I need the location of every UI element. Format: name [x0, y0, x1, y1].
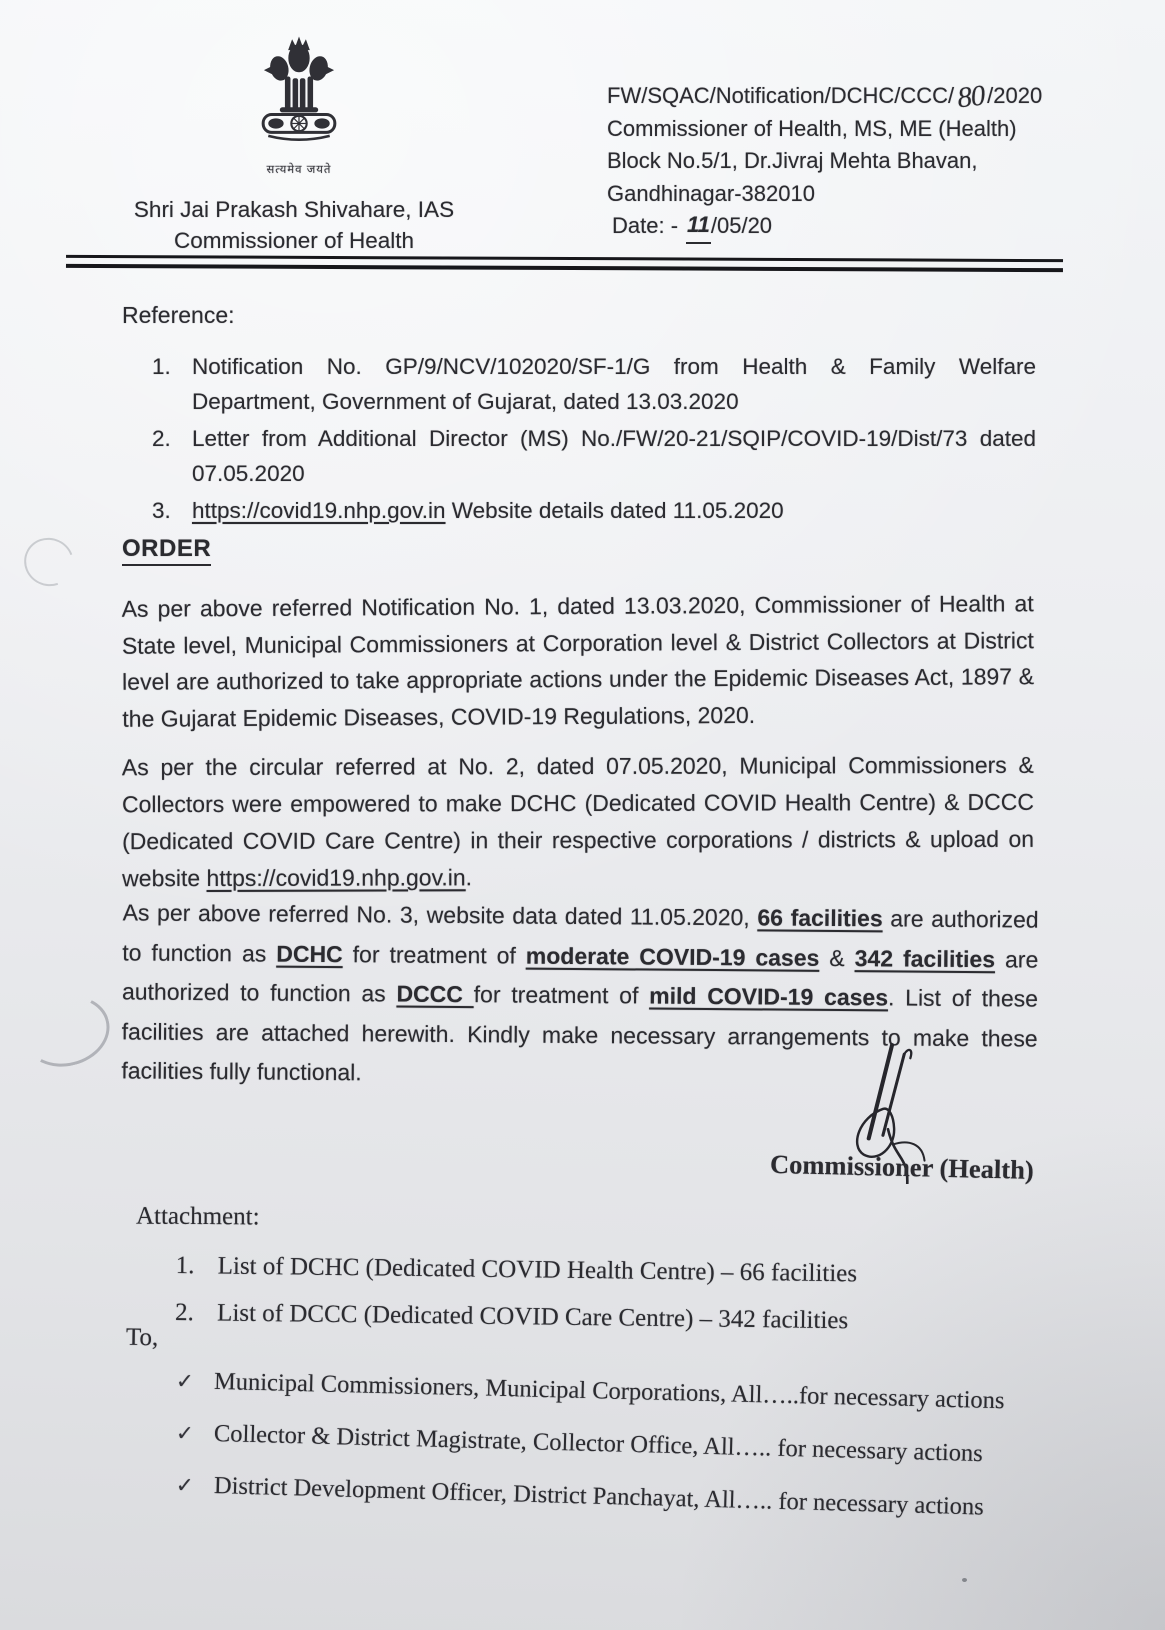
- address-line-1: Block No.5/1, Dr.Jivraj Mehta Bhavan,: [607, 148, 978, 173]
- handwritten-date: 11: [686, 209, 711, 244]
- reference-item-text: Letter from Additional Director (MS) No./FW/20-21/SQIP/COVID-19/Dist/73 dated 07.05.2020: [192, 426, 1036, 486]
- order-heading: ORDER: [122, 535, 211, 566]
- checkmark-icon: ✓: [175, 1369, 194, 1394]
- header-divider: [66, 255, 1063, 272]
- checkmark-icon: ✓: [175, 1473, 194, 1498]
- reference-item: [152, 494, 1036, 529]
- reference-item-text: https://covid19.nhp.gov.in Website details dated 11.05.2020: [192, 498, 784, 523]
- emblem-motto: सत्यमेव जयते: [266, 164, 332, 176]
- reference-item-text: Notification No. GP/9/NCV/102020/SF-1/G from Health & Family Welfare Department, Government of Gujarat, dated 13.03.2020: [192, 354, 1036, 414]
- india-emblem-icon: [243, 36, 355, 164]
- reference-item-number: 1.: [152, 354, 171, 379]
- letter-reference-block: [607, 80, 1077, 245]
- reference-item: [152, 350, 1036, 419]
- officer-title: Commissioner of Health: [173, 228, 415, 253]
- reference-item-number: 2.: [152, 426, 171, 451]
- reference-heading: Reference:: [122, 302, 235, 328]
- recipient-item: [176, 1366, 1106, 1419]
- order-paragraph-1: As per above referred Notification No. 1, dated 13.03.2020, Commissioner of Health at State level, Municipal Commissioners at Corporation level & District Collectors at District level are authorized to take appropriate actions under the Epidemic Diseases Act, 1897 & the Gujarat Epidemic Diseases, COVID-19 Regulations, 2020.: [121, 590, 1035, 732]
- to-label: To,: [125, 1323, 159, 1352]
- recipients-list: [176, 1366, 1106, 1522]
- attachment-item-text: List of DCCC (Dedicated COVID Care Centre) – 342 facilities: [216, 1299, 849, 1335]
- office-line: Commissioner of Health, MS, ME (Health): [607, 115, 1017, 141]
- reference-list: [152, 350, 1036, 532]
- recipient-item: [176, 1418, 1106, 1472]
- attachment-item-text: List of DCHC (Dedicated COVID Health Centre) – 66 facilities: [217, 1252, 858, 1288]
- handwritten-ref-number: 80: [955, 79, 987, 115]
- pen-mark: [16, 530, 82, 595]
- recipient-item: [176, 1470, 1106, 1526]
- attachment-heading: Attachment:: [135, 1202, 260, 1231]
- signatory-title: Commissioner (Health): [769, 1148, 1035, 1185]
- order-paragraph-3: As per above referred No. 3, website data dated 11.05.2020, 66 facilities are authorized to function as DCHC for treatment of moderate COVID-19 cases & 342 facilities are authorized to function as DCCC for treatment of mild COVID-19 cases. List of these facilities are attached herewith. Kindly make necessary arrangements to make these facilities fully functional.: [121, 899, 1039, 1086]
- reference-item-number: 3.: [152, 498, 171, 523]
- reference-item: [152, 422, 1036, 491]
- officer-name: Shri Jai Prakash Shivahare, IAS: [133, 197, 455, 222]
- reference-number-line: FW/SQAC/Notification/DCHC/CCC/80/2020: [607, 79, 1043, 115]
- attachment-item: [175, 1289, 996, 1346]
- pen-mark: [15, 986, 117, 1075]
- recipient-text: Municipal Commissioners, Municipal Corporations, All…..for necessary actions: [213, 1367, 1005, 1415]
- checkmark-icon: ✓: [175, 1421, 194, 1446]
- attachment-item-number: 2.: [174, 1298, 195, 1327]
- recipient-text: District Development Officer, District Panchayat, All….. for necessary actions: [213, 1472, 985, 1521]
- address-line-2: Gandhinagar-382010: [607, 180, 815, 206]
- attachment-item-number: 1.: [175, 1251, 195, 1280]
- order-paragraph-2: As per the circular referred at No. 2, dated 07.05.2020, Municipal Commissioners & Collectors were empowered to make DCHC (Dedicated COVID Health Centre) & DCCC (Dedicated COVID Care Centre) in their respective corporations / districts & upload on website https://covid19.nhp.gov.in.: [121, 751, 1035, 892]
- date-line: Date: - 11/05/20: [607, 210, 1077, 245]
- scan-speck: [962, 1578, 967, 1582]
- recipient-text: Collector & District Magistrate, Collector Office, All….. for necessary actions: [213, 1419, 984, 1468]
- attachment-list: [175, 1242, 996, 1346]
- officer-block: [104, 194, 484, 256]
